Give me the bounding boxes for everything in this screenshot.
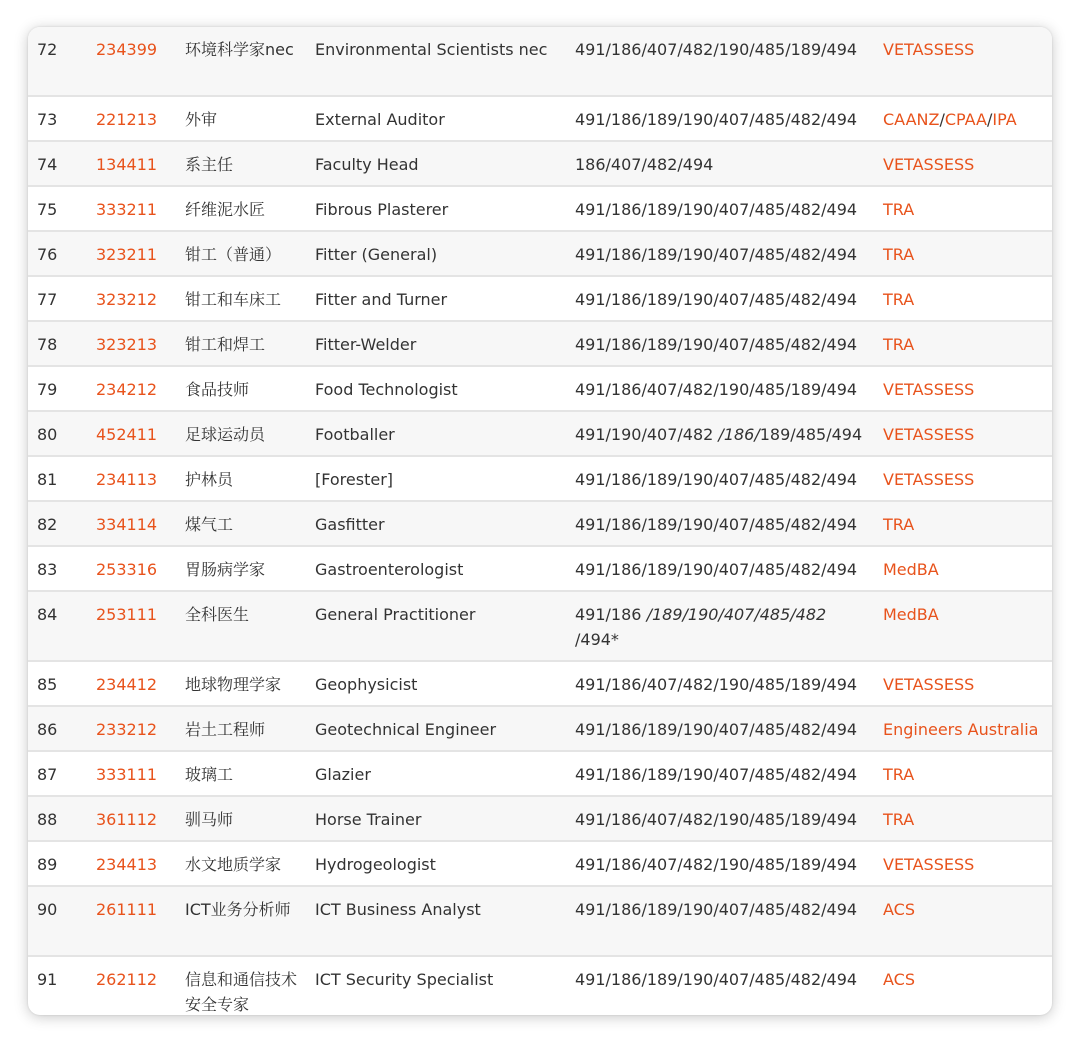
visa-subclasses	[566, 186, 874, 231]
row-number: 73	[28, 96, 87, 141]
row-number: 74	[28, 141, 87, 186]
visa-list: 491/186/407/482/190/485/189/494	[575, 40, 858, 59]
assessing-authority	[874, 661, 1052, 706]
occupation-name-cn: 纤维泥水匠	[176, 186, 306, 231]
occupation-name-en: Horse Trainer	[306, 796, 566, 841]
occupation-name-cn: 系主任	[176, 141, 306, 186]
anzsco-code-link[interactable]: 233212	[87, 706, 176, 751]
anzsco-code-link[interactable]: 323212	[87, 276, 176, 321]
assessing-authority	[874, 141, 1052, 186]
occupation-name-cn: 胃肠病学家	[176, 546, 306, 591]
row-number: 75	[28, 186, 87, 231]
assessing-authority	[874, 591, 1052, 661]
visa-list: 491/186/189/190/407/485/482/494	[575, 335, 858, 354]
anzsco-code-link[interactable]: 134411	[87, 141, 176, 186]
assessing-authority	[874, 886, 1052, 956]
visa-list: 491/186/189/190/407/485/482/494	[575, 515, 858, 534]
authority-link[interactable]: Engineers Australia	[883, 720, 1039, 739]
assessing-authority	[874, 796, 1052, 841]
assessing-authority	[874, 841, 1052, 886]
occupation-name-cn: 全科医生	[176, 591, 306, 661]
authority-link[interactable]: VETASSESS	[883, 380, 975, 399]
anzsco-code-link[interactable]: 323211	[87, 231, 176, 276]
occupation-name-en: Environmental Scientists nec	[306, 27, 566, 96]
visa-list-italic: /189/190/407/485/482	[646, 605, 827, 624]
visa-list: 491/186/189/190/407/485/482/494	[575, 110, 858, 129]
anzsco-code-link[interactable]: 253316	[87, 546, 176, 591]
visa-list: 186/407/482/494	[575, 155, 714, 174]
assessing-authority	[874, 276, 1052, 321]
visa-subclasses	[566, 661, 874, 706]
visa-list: 491/186/189/190/407/485/482/494	[575, 720, 858, 739]
visa-list-italic: /186/	[718, 425, 760, 444]
visa-list: 491/186/189/190/407/485/482/494	[575, 290, 858, 309]
occupation-name-cn: 驯马师	[176, 796, 306, 841]
row-number: 86	[28, 706, 87, 751]
visa-list: 491/186/407/482/190/485/189/494	[575, 855, 858, 874]
authority-link[interactable]: MedBA	[883, 605, 939, 624]
occupation-name-en: ICT Business Analyst	[306, 886, 566, 956]
visa-subclasses	[566, 96, 874, 141]
occupation-table	[28, 27, 1052, 1015]
occupation-name-cn: 地球物理学家	[176, 661, 306, 706]
occupation-name-cn: 岩土工程师	[176, 706, 306, 751]
visa-list: 491/186	[575, 605, 647, 624]
anzsco-code-link[interactable]: 262112	[87, 956, 176, 1015]
anzsco-code-link[interactable]: 234413	[87, 841, 176, 886]
authority-link[interactable]: VETASSESS	[883, 675, 975, 694]
row-number: 90	[28, 886, 87, 956]
table-row	[28, 841, 1052, 886]
row-number: 80	[28, 411, 87, 456]
visa-subclasses	[566, 501, 874, 546]
occupation-name-cn: 信息和通信技术安全专家	[176, 956, 306, 1015]
assessing-authority	[874, 231, 1052, 276]
authority-link[interactable]: VETASSESS	[883, 40, 975, 59]
assessing-authority	[874, 186, 1052, 231]
table-row	[28, 27, 1052, 96]
assessing-authority	[874, 456, 1052, 501]
occupation-name-cn: 水文地质学家	[176, 841, 306, 886]
row-number: 72	[28, 27, 87, 96]
occupation-name-en: Footballer	[306, 411, 566, 456]
occupation-name-en: External Auditor	[306, 96, 566, 141]
occupation-name-cn: 食品技师	[176, 366, 306, 411]
table-row	[28, 501, 1052, 546]
authority-link[interactable]: ACS	[883, 900, 915, 919]
occupation-name-en: ICT Security Specialist	[306, 956, 566, 1015]
visa-subclasses	[566, 27, 874, 96]
row-number: 76	[28, 231, 87, 276]
table-row	[28, 411, 1052, 456]
visa-list: 491/186/189/190/407/485/482/494	[575, 245, 858, 264]
occupation-name-cn: 环境科学家nec	[176, 27, 306, 96]
occupation-name-en: Fitter-Welder	[306, 321, 566, 366]
visa-subclasses	[566, 231, 874, 276]
visa-list: 491/186/189/190/407/485/482/494	[575, 900, 858, 919]
table-row	[28, 276, 1052, 321]
visa-subclasses	[566, 321, 874, 366]
occupation-name-en: [Forester]	[306, 456, 566, 501]
occupation-name-cn: 钳工和车床工	[176, 276, 306, 321]
visa-subclasses	[566, 546, 874, 591]
occupation-name-en: Faculty Head	[306, 141, 566, 186]
table-row	[28, 751, 1052, 796]
anzsco-code-link[interactable]: 361112	[87, 796, 176, 841]
visa-list: 491/186/189/190/407/485/482/494	[575, 470, 858, 489]
anzsco-code-link[interactable]: 323213	[87, 321, 176, 366]
anzsco-code-link[interactable]: 333211	[87, 186, 176, 231]
occupation-name-cn: 外审	[176, 96, 306, 141]
occupation-name-cn: 钳工和焊工	[176, 321, 306, 366]
occupation-name-cn: 足球运动员	[176, 411, 306, 456]
table-row	[28, 546, 1052, 591]
row-number: 88	[28, 796, 87, 841]
assessing-authority	[874, 321, 1052, 366]
visa-subclasses	[566, 751, 874, 796]
table-row	[28, 231, 1052, 276]
anzsco-code-link[interactable]: 234412	[87, 661, 176, 706]
visa-list: 491/186/189/190/407/485/482/494	[575, 200, 858, 219]
visa-subclasses	[566, 591, 874, 661]
assessing-authority	[874, 501, 1052, 546]
visa-subclasses	[566, 366, 874, 411]
table-row	[28, 96, 1052, 141]
table-row	[28, 956, 1052, 1015]
authority-link[interactable]: CAANZ	[883, 110, 940, 129]
occupation-name-en: Fitter (General)	[306, 231, 566, 276]
assessing-authority: CAANZ/CPAA/IPA	[874, 96, 1052, 141]
row-number: 82	[28, 501, 87, 546]
table-row	[28, 321, 1052, 366]
occupation-name-en: General Practitioner	[306, 591, 566, 661]
anzsco-code-link[interactable]: 253111	[87, 591, 176, 661]
assessing-authority	[874, 706, 1052, 751]
visa-list: 491/186/189/190/407/485/482/494	[575, 765, 858, 784]
table-row	[28, 661, 1052, 706]
anzsco-code-link[interactable]: 234113	[87, 456, 176, 501]
occupation-name-en: Gastroenterologist	[306, 546, 566, 591]
visa-subclasses	[566, 841, 874, 886]
occupation-name-en: Food Technologist	[306, 366, 566, 411]
occupation-name-cn: 护林员	[176, 456, 306, 501]
visa-subclasses	[566, 886, 874, 956]
assessing-authority	[874, 27, 1052, 96]
assessing-authority	[874, 751, 1052, 796]
visa-list: 491/186/407/482/190/485/189/494	[575, 675, 858, 694]
occupation-name-en: Gasfitter	[306, 501, 566, 546]
authority-link[interactable]: VETASSESS	[883, 425, 975, 444]
row-number: 89	[28, 841, 87, 886]
authority-link[interactable]: ACS	[883, 970, 915, 989]
anzsco-code-link[interactable]: 261111	[87, 886, 176, 956]
visa-subclasses	[566, 276, 874, 321]
table-row	[28, 186, 1052, 231]
occupation-name-en: Geotechnical Engineer	[306, 706, 566, 751]
row-number: 81	[28, 456, 87, 501]
visa-subclasses	[566, 956, 874, 1015]
assessing-authority	[874, 956, 1052, 1015]
authority-link[interactable]: TRA	[883, 200, 915, 219]
authority-link[interactable]: TRA	[883, 290, 915, 309]
row-number: 77	[28, 276, 87, 321]
visa-subclasses	[566, 706, 874, 751]
authority-link[interactable]: VETASSESS	[883, 155, 975, 174]
anzsco-code-link[interactable]: 334114	[87, 501, 176, 546]
visa-list: 491/186/407/482/190/485/189/494	[575, 380, 858, 399]
visa-subclasses	[566, 456, 874, 501]
authority-link[interactable]: TRA	[883, 245, 915, 264]
visa-list: 491/190/407/482	[575, 425, 719, 444]
visa-subclasses	[566, 411, 874, 456]
authority-link[interactable]: IPA	[992, 110, 1017, 129]
assessing-authority	[874, 411, 1052, 456]
anzsco-code-link[interactable]: 221213	[87, 96, 176, 141]
assessing-authority	[874, 546, 1052, 591]
table-row	[28, 796, 1052, 841]
row-number: 84	[28, 591, 87, 661]
occupation-table-card	[28, 27, 1052, 1015]
occupation-name-cn: ICT业务分析师	[176, 886, 306, 956]
occupation-name-cn: 钳工（普通）	[176, 231, 306, 276]
occupation-name-cn: 玻璃工	[176, 751, 306, 796]
authority-link[interactable]: VETASSESS	[883, 470, 975, 489]
occupation-name-en: Fitter and Turner	[306, 276, 566, 321]
anzsco-code-link[interactable]: 234399	[87, 27, 176, 96]
visa-subclasses	[566, 796, 874, 841]
authority-link[interactable]: VETASSESS	[883, 855, 975, 874]
table-row	[28, 456, 1052, 501]
anzsco-code-link[interactable]: 234212	[87, 366, 176, 411]
row-number: 79	[28, 366, 87, 411]
occupation-name-en: Geophysicist	[306, 661, 566, 706]
occupation-name-en: Hydrogeologist	[306, 841, 566, 886]
assessing-authority	[874, 366, 1052, 411]
visa-list: /494*	[575, 630, 619, 649]
visa-list: 491/186/189/190/407/485/482/494	[575, 560, 858, 579]
authority-link[interactable]: TRA	[883, 765, 915, 784]
table-row	[28, 141, 1052, 186]
visa-subclasses	[566, 141, 874, 186]
visa-list: 491/186/189/190/407/485/482/494	[575, 970, 858, 989]
authority-link[interactable]: TRA	[883, 335, 915, 354]
authority-link[interactable]: CPAA	[944, 110, 987, 129]
occupation-name-en: Glazier	[306, 751, 566, 796]
occupation-name-cn: 煤气工	[176, 501, 306, 546]
visa-list: 491/186/407/482/190/485/189/494	[575, 810, 858, 829]
row-number: 91	[28, 956, 87, 1015]
occupation-name-en: Fibrous Plasterer	[306, 186, 566, 231]
row-number: 83	[28, 546, 87, 591]
anzsco-code-link[interactable]: 452411	[87, 411, 176, 456]
table-row	[28, 366, 1052, 411]
row-number: 78	[28, 321, 87, 366]
visa-list: 189/485/494	[759, 425, 863, 444]
table-row	[28, 591, 1052, 661]
row-number: 87	[28, 751, 87, 796]
authority-link[interactable]: TRA	[883, 515, 915, 534]
anzsco-code-link[interactable]: 333111	[87, 751, 176, 796]
table-row	[28, 706, 1052, 751]
row-number: 85	[28, 661, 87, 706]
authority-link[interactable]: MedBA	[883, 560, 939, 579]
authority-link[interactable]: TRA	[883, 810, 915, 829]
table-row	[28, 886, 1052, 956]
